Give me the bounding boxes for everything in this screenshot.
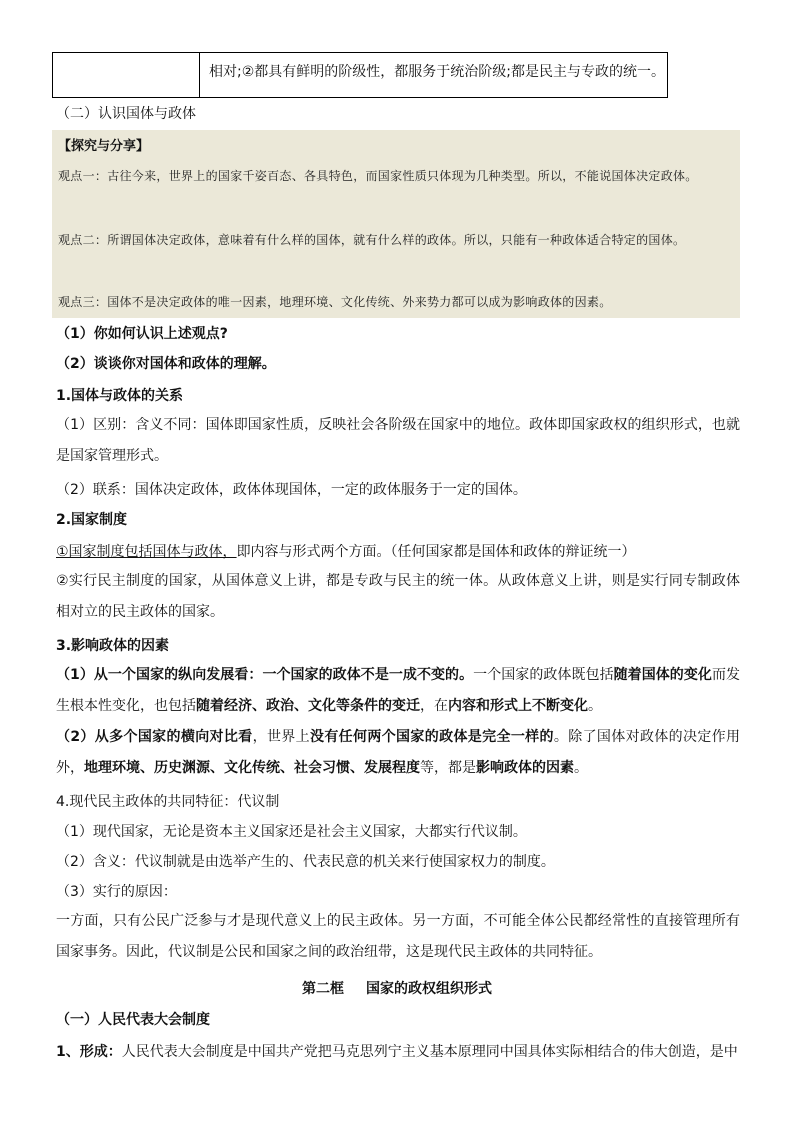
- heading-4: 4.现代民主政体的共同特征：代议制: [56, 794, 280, 810]
- paragraph-2-2: ②实行民主制度的国家，从国体意义上讲，都是专政与民主的统一体。从政体意义上讲，则是实行同专制政体相对立的民主政体的国家。: [56, 573, 740, 620]
- section-heading-2: （二）认识国体与政体: [56, 106, 196, 122]
- paragraph-1-2: （2）联系：国体决定政体，政体体现国体，一定的政体服务于一定的国体。: [56, 482, 527, 498]
- table-cell-text: 相对;②都具有鲜明的阶级性，都服务于统治阶级;都是民主与专政的统一。: [209, 64, 665, 80]
- paragraph-4-4: 一方面，只有公民广泛参与才是现代意义上的民主政体。另一方面，不可能全体公民都经常性的直接管理所有国家事务。因此，代议制是公民和国家之间的政治纽带，这是现代民主政体的共同特征。: [56, 913, 740, 960]
- explore-title: 【探究与分享】: [58, 139, 150, 154]
- explore-share-box: [52, 130, 740, 318]
- paragraph-4-3: （3）实行的原因：: [56, 884, 177, 900]
- question-1: （1）你如何认识上述观点?: [56, 326, 228, 342]
- heading-1: 1.国体与政体的关系: [56, 388, 184, 404]
- paragraph-1-1: （1）区别：含义不同：国体即国家性质，反映社会各阶级在国家中的地位。政体即国家政权的组织形式，也就是国家管理形式。: [56, 417, 740, 464]
- viewpoint-2: 观点二：所谓国体决定政体，意味着有什么样的国体，就有什么样的政体。所以，只能有一种政体适合特定的国体。: [58, 233, 686, 247]
- paragraph-npc-1: 1、形成：人民代表大会制度是中国共产党把马克思列宁主义基本原理同中国具体实际相结合的伟大创造，是中: [56, 1044, 738, 1060]
- underlined-text: ①国家制度包括国体与政体，: [56, 544, 237, 560]
- viewpoint-3: 观点三：国体不是决定政体的唯一因素，地理环境、文化传统、外来势力都可以成为影响政体的因素。: [58, 295, 612, 309]
- lesson-title: 第二框 国家的政权组织形式: [302, 981, 492, 997]
- viewpoint-1: 观点一：古往今来，世界上的国家千姿百态、各具特色，而国家性质只体现为几种类型。所以，不能说国体决定政体。: [58, 169, 698, 183]
- paragraph-3-2: （2）从多个国家的横向对比看，世界上没有任何两个国家的政体是完全一样的。除了国体对政体的决定作用外，地理环境、历史渊源、文化传统、社会习惯、发展程度等，都是影响政体的因素。: [56, 729, 741, 776]
- paragraph-3-1: （1）从一个国家的纵向发展看：一个国家的政体不是一成不变的。一个国家的政体既包括随着国体的变化而发生根本性变化，也包括随着经济、政治、文化等条件的变迁，在内容和形式上不断变化。: [56, 667, 740, 714]
- heading-3: 3.影响政体的因素: [56, 638, 170, 654]
- section-heading-npc: （一）人民代表大会制度: [56, 1012, 210, 1028]
- heading-2: 2.国家制度: [56, 512, 128, 528]
- table-cell-empty: [53, 53, 200, 97]
- paragraph-4-2: （2）含义：代议制就是由选举产生的、代表民意的机关来行使国家权力的制度。: [56, 854, 555, 870]
- paragraph-2-1: ①国家制度包括国体与政体，即内容与形式两个方面。（任何国家都是国体和政体的辩证统一）: [56, 544, 636, 560]
- question-2: （2）谈谈你对国体和政体的理解。: [56, 356, 276, 372]
- table-fragment: [52, 52, 668, 98]
- paragraph-4-1: （1）现代国家，无论是资本主义国家还是社会主义国家，大都实行代议制。: [56, 824, 527, 840]
